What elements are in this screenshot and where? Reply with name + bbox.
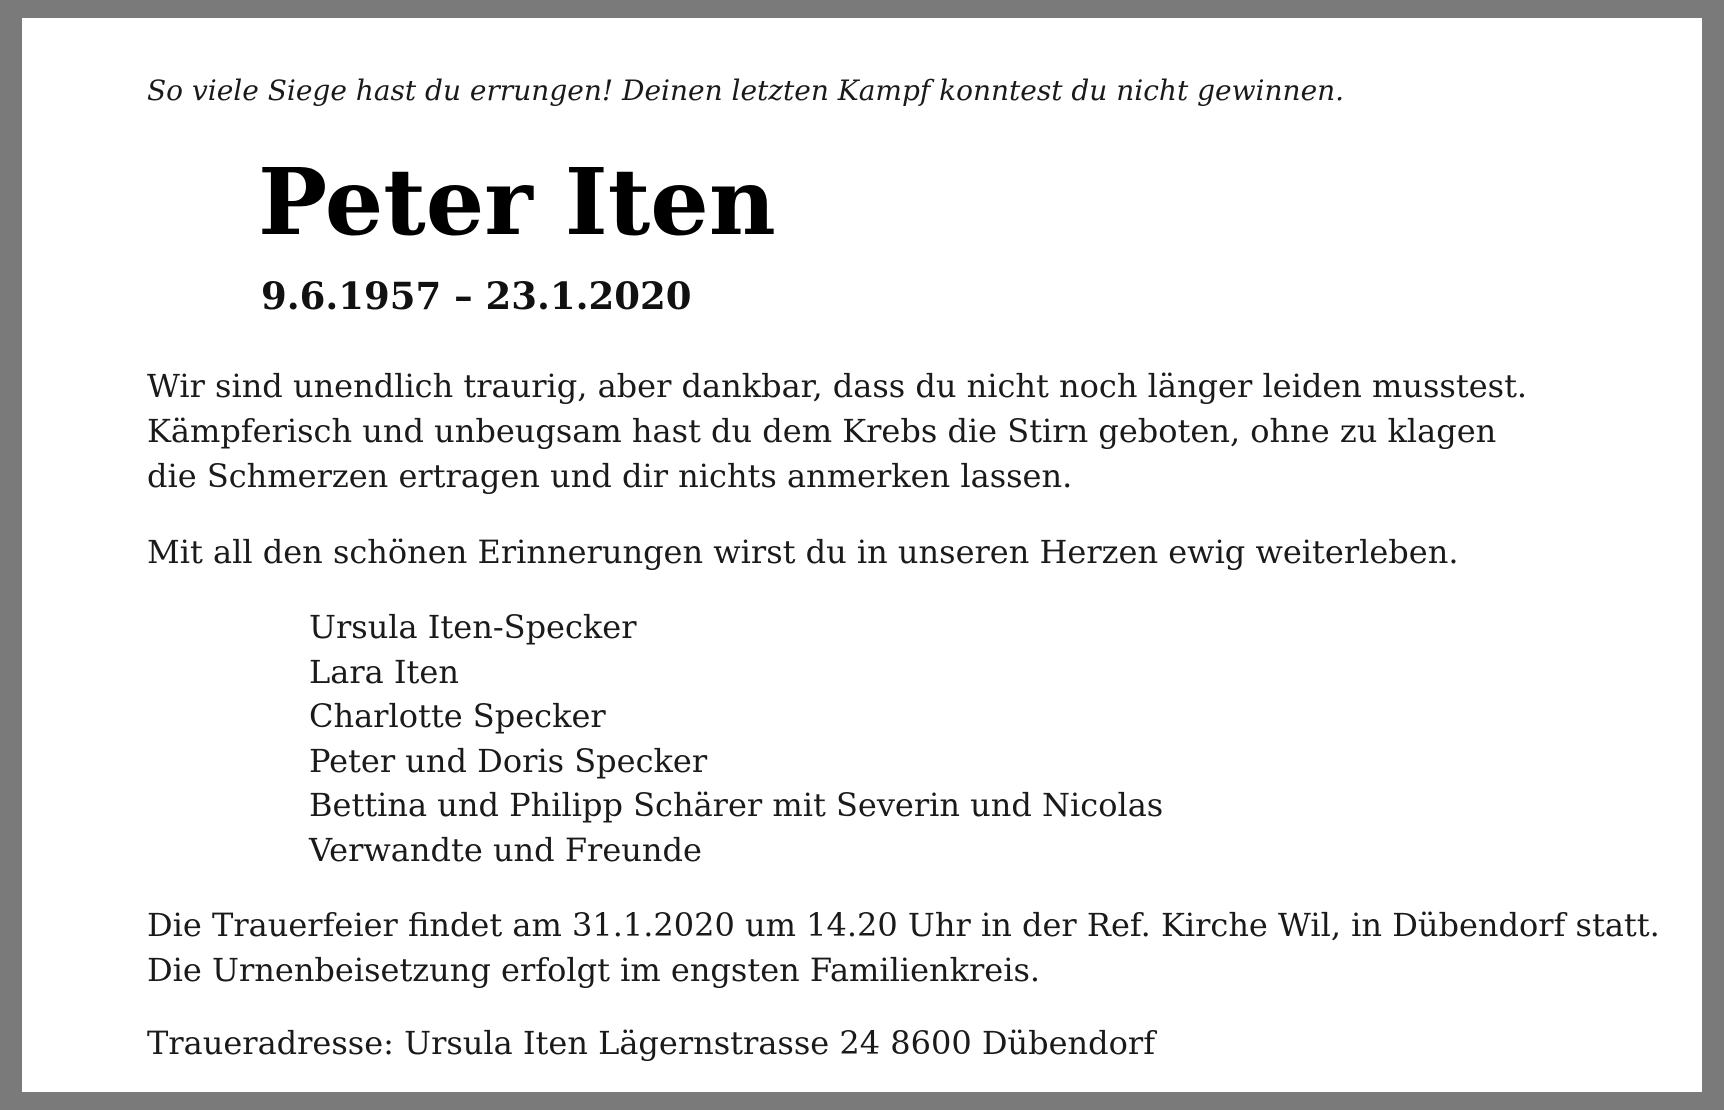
ceremony-line: Die Trauerfeier findet am 31.1.2020 um 14.20 Uhr in der Ref. Kirche Wil, in Dübendorf statt. — [147, 906, 1660, 944]
condolence-paragraph — [147, 364, 1527, 499]
memories-paragraph — [147, 530, 1458, 575]
paragraph-line: Kämpferisch und unbeugsam hast du dem Krebs die Stirn geboten, ohne zu klagen — [147, 412, 1497, 450]
ceremony-line: Die Urnenbeisetzung erfolgt im engsten Familienkreis. — [147, 951, 1041, 989]
mourner-name: Charlotte Specker — [309, 697, 606, 735]
mourner-name: Ursula Iten-Specker — [309, 608, 637, 646]
paragraph-line: Mit all den schönen Erinnerungen wirst du in unseren Herzen ewig weiterleben. — [147, 533, 1459, 571]
mourner-name: Bettina und Philipp Schärer mit Severin und Nicolas — [309, 786, 1164, 824]
ceremony-info — [147, 903, 1660, 993]
mourners-list — [309, 605, 1163, 872]
paragraph-line: Wir sind unendlich traurig, aber dankbar, dass du nicht noch länger leiden musstest. — [147, 367, 1528, 405]
paragraph-line: die Schmerzen ertragen und dir nichts anmerken lassen. — [147, 457, 1073, 495]
motto: So viele Siege hast du errungen! Deinen letzten Kampf konntest du nicht gewinnen. — [147, 74, 1345, 107]
mourner-name: Verwandte und Freunde — [309, 830, 702, 869]
address-line: Traueradresse: Ursula Iten Lägernstrasse 24 8600 Dübendorf — [147, 1024, 1156, 1062]
mourning-address — [147, 1021, 1155, 1066]
deceased-name: Peter Iten — [258, 148, 776, 256]
mourner-name: Peter und Doris Specker — [309, 741, 708, 780]
life-dates: 9.6.1957 – 23.1.2020 — [261, 274, 692, 318]
mourner-name: Lara Iten — [309, 652, 459, 691]
obituary-page — [22, 18, 1702, 1092]
